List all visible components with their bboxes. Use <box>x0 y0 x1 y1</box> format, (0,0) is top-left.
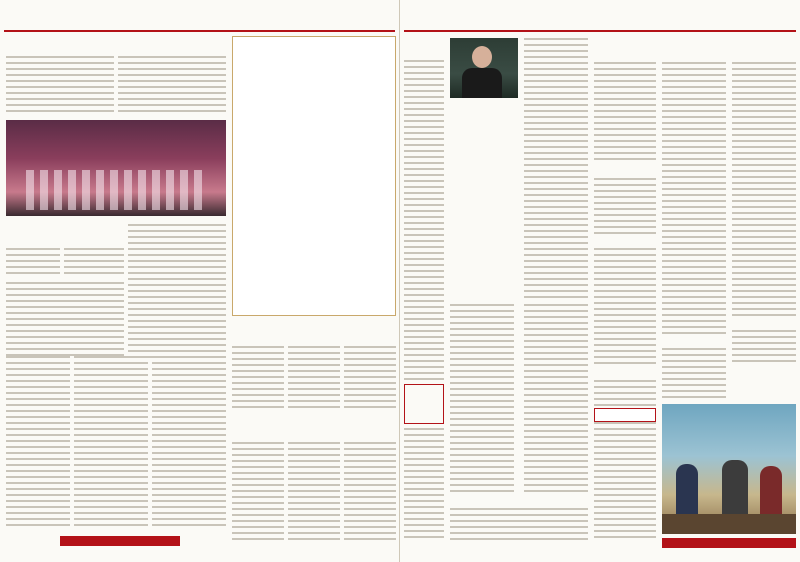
article-text <box>232 346 284 412</box>
article-text <box>662 164 726 338</box>
article-text <box>404 60 444 380</box>
article-text <box>64 248 124 278</box>
article-text <box>6 282 124 358</box>
honor-roll-panel <box>232 36 396 316</box>
notice-box <box>594 408 656 422</box>
guest-figure <box>722 460 748 514</box>
right-footer-banner <box>662 538 796 548</box>
article-text <box>288 442 340 542</box>
left-footer-banner <box>60 536 180 546</box>
article-text <box>6 248 60 278</box>
guest-figure <box>760 466 782 514</box>
article-text <box>344 346 396 412</box>
article-text <box>404 428 444 542</box>
host-figure <box>676 464 698 514</box>
article-text <box>594 178 656 238</box>
article-text <box>232 442 284 542</box>
article-text <box>74 356 148 530</box>
studio-floor <box>662 514 796 534</box>
article-text <box>732 62 796 160</box>
geneticist-portrait-photo <box>450 38 518 98</box>
performers-silhouettes <box>26 170 206 210</box>
article-text <box>732 330 796 364</box>
article-text <box>288 346 340 412</box>
article-text <box>524 38 588 300</box>
article-text <box>662 62 726 160</box>
tv-studio-photo <box>662 404 796 534</box>
right-page-header <box>404 4 796 32</box>
article-text <box>524 304 588 494</box>
sidebar-box <box>404 384 444 424</box>
article-text <box>450 508 588 542</box>
article-text <box>118 56 226 116</box>
article-text <box>152 356 226 530</box>
article-text <box>662 348 726 398</box>
article-text <box>594 248 656 368</box>
article-text <box>450 304 514 494</box>
article-text <box>732 164 796 318</box>
portrait-face <box>472 46 492 68</box>
article-text <box>594 380 656 542</box>
stage-performance-photo <box>6 120 226 216</box>
right-page <box>400 0 800 562</box>
article-text <box>6 56 114 116</box>
left-page-header <box>4 4 395 32</box>
article-text <box>594 62 656 160</box>
article-text <box>128 224 226 358</box>
article-text <box>344 442 396 542</box>
portrait-suit <box>462 68 502 98</box>
article-text <box>6 356 70 530</box>
